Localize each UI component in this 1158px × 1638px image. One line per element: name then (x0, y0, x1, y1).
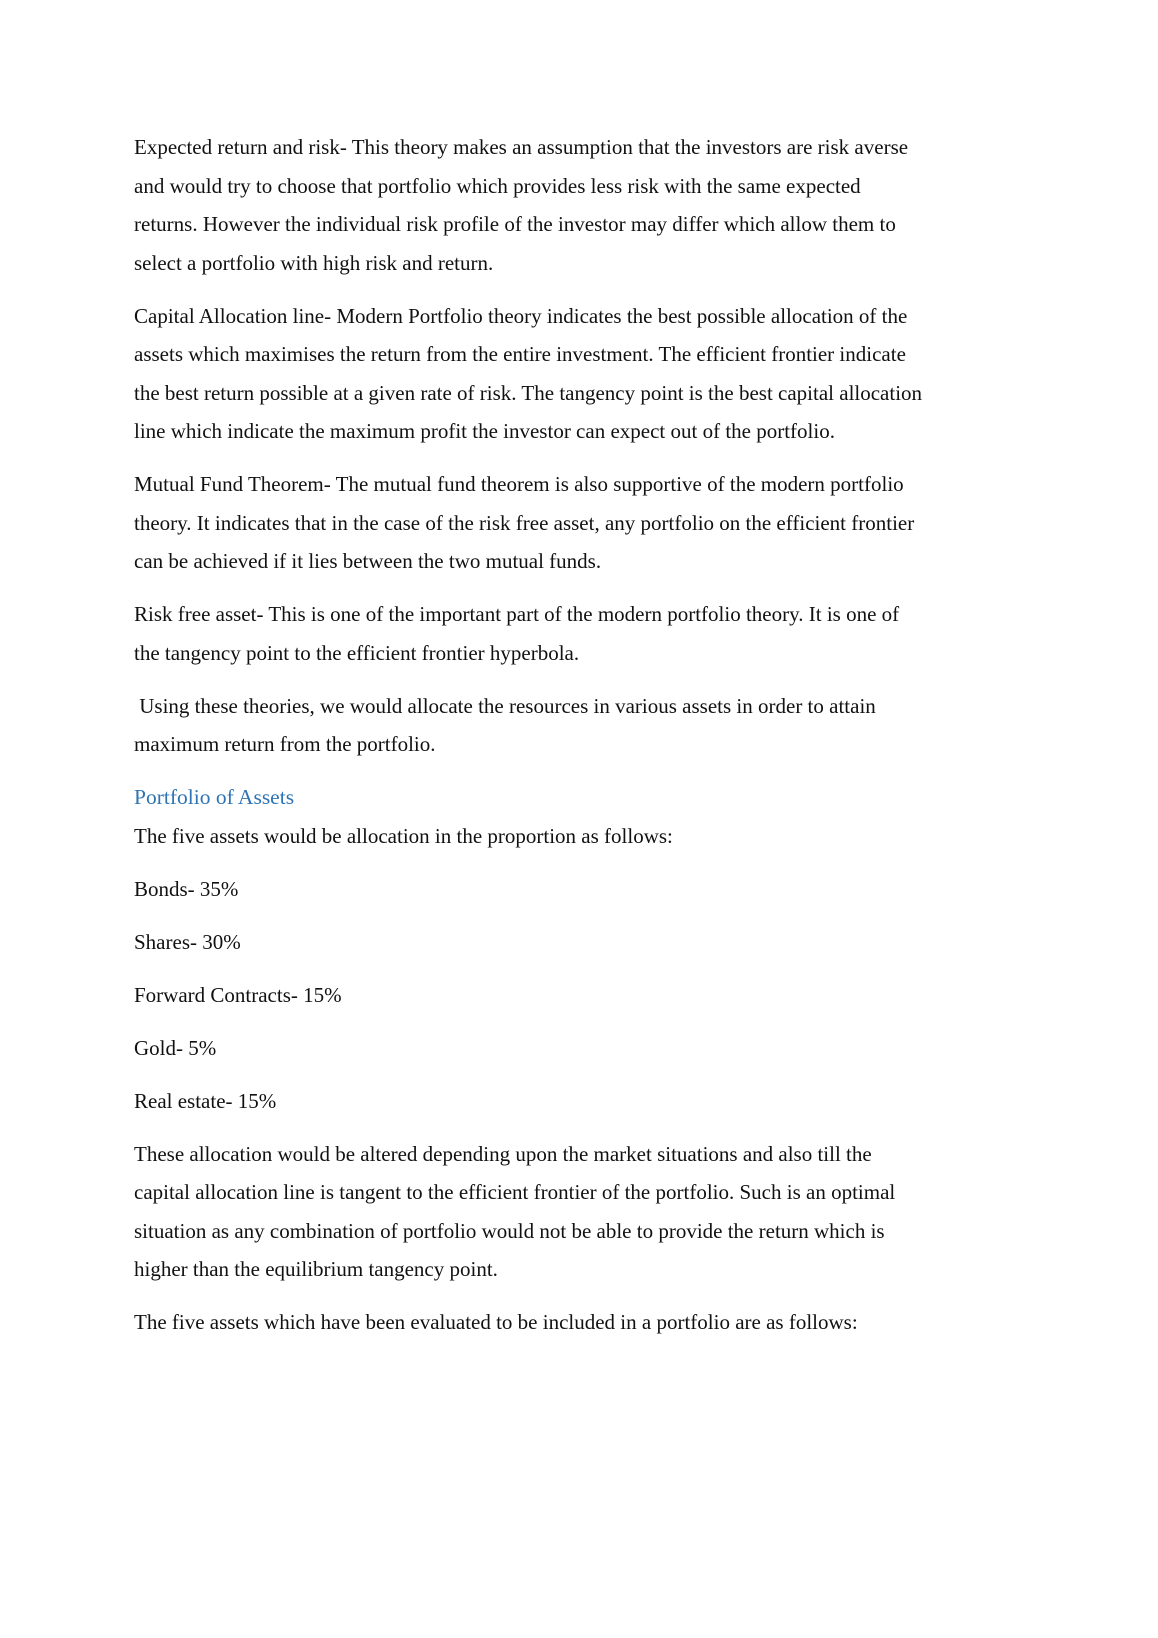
paragraph (134, 465, 1034, 581)
text-line: Bonds- 35% (134, 876, 239, 901)
paragraph (134, 976, 1034, 1015)
text-line: the tangency point to the efficient frontier hyperbola. (134, 640, 580, 665)
text-line: The five assets would be allocation in the proportion as follows: (134, 823, 673, 848)
text-line: assets which maximises the return from the entire investment. The efficient frontier indicate (134, 342, 906, 366)
text-line: Risk free asset- This is one of the important part of the modern portfolio theory. It is one of (134, 602, 900, 626)
paragraph (134, 923, 1034, 962)
text-line: Forward Contracts- 15% (134, 982, 342, 1007)
text-line: theory. It indicates that in the case of the risk free asset, any portfolio on the efficient frontier (134, 510, 915, 535)
paragraph (134, 128, 1034, 282)
text-line: Capital Allocation line- Modern Portfolio theory indicates the best possible allocation of the (134, 303, 908, 328)
paragraph (134, 687, 1034, 764)
text-line: capital allocation line is tangent to the efficient frontier of the portfolio. Such is an optimal (134, 1180, 896, 1204)
text-line: can be achieved if it lies between the two mutual funds. (134, 549, 602, 573)
text-line: Gold- 5% (134, 1035, 217, 1060)
text-line: select a portfolio with high risk and return. (134, 250, 494, 275)
section-heading: Portfolio of Assets (134, 785, 295, 809)
text-line: These allocation would be altered depending upon the market situations and also till the (134, 1141, 872, 1166)
paragraph (134, 1029, 1034, 1068)
text-line: Mutual Fund Theorem- The mutual fund theorem is also supportive of the modern portfolio (134, 472, 904, 496)
text-line: Using these theories, we would allocate the resources in various assets in order to attain (134, 693, 876, 718)
paragraph (134, 817, 1034, 856)
text-line: Shares- 30% (134, 929, 241, 954)
text-line: line which indicate the maximum profit the investor can expect out of the portfolio. (134, 419, 835, 443)
text-line: The five assets which have been evaluated to be included in a portfolio are as follows: (134, 1310, 858, 1334)
body-section-before (134, 128, 1034, 764)
text-line: and would try to choose that portfolio which provides less risk with the same expected (134, 173, 861, 198)
text-line: Expected return and risk- This theory makes an assumption that the investors are risk averse (134, 135, 909, 159)
paragraph (134, 297, 1034, 451)
text-line: maximum return from the portfolio. (134, 732, 436, 756)
body-section-after (134, 817, 1034, 1342)
paragraph (134, 1303, 1034, 1342)
text-line: Real estate- 15% (134, 1088, 277, 1113)
document-page (134, 128, 1034, 1356)
text-line: higher than the equilibrium tangency point. (134, 1257, 498, 1281)
paragraph (134, 1082, 1034, 1121)
paragraph (134, 595, 1034, 672)
text-line: returns. However the individual risk profile of the investor may differ which allow them to (134, 212, 896, 236)
paragraph (134, 870, 1034, 909)
paragraph (134, 1135, 1034, 1289)
text-line: the best return possible at a given rate of risk. The tangency point is the best capital allocation (134, 380, 923, 405)
text-line: situation as any combination of portfolio would not be able to provide the return which is (134, 1218, 885, 1243)
